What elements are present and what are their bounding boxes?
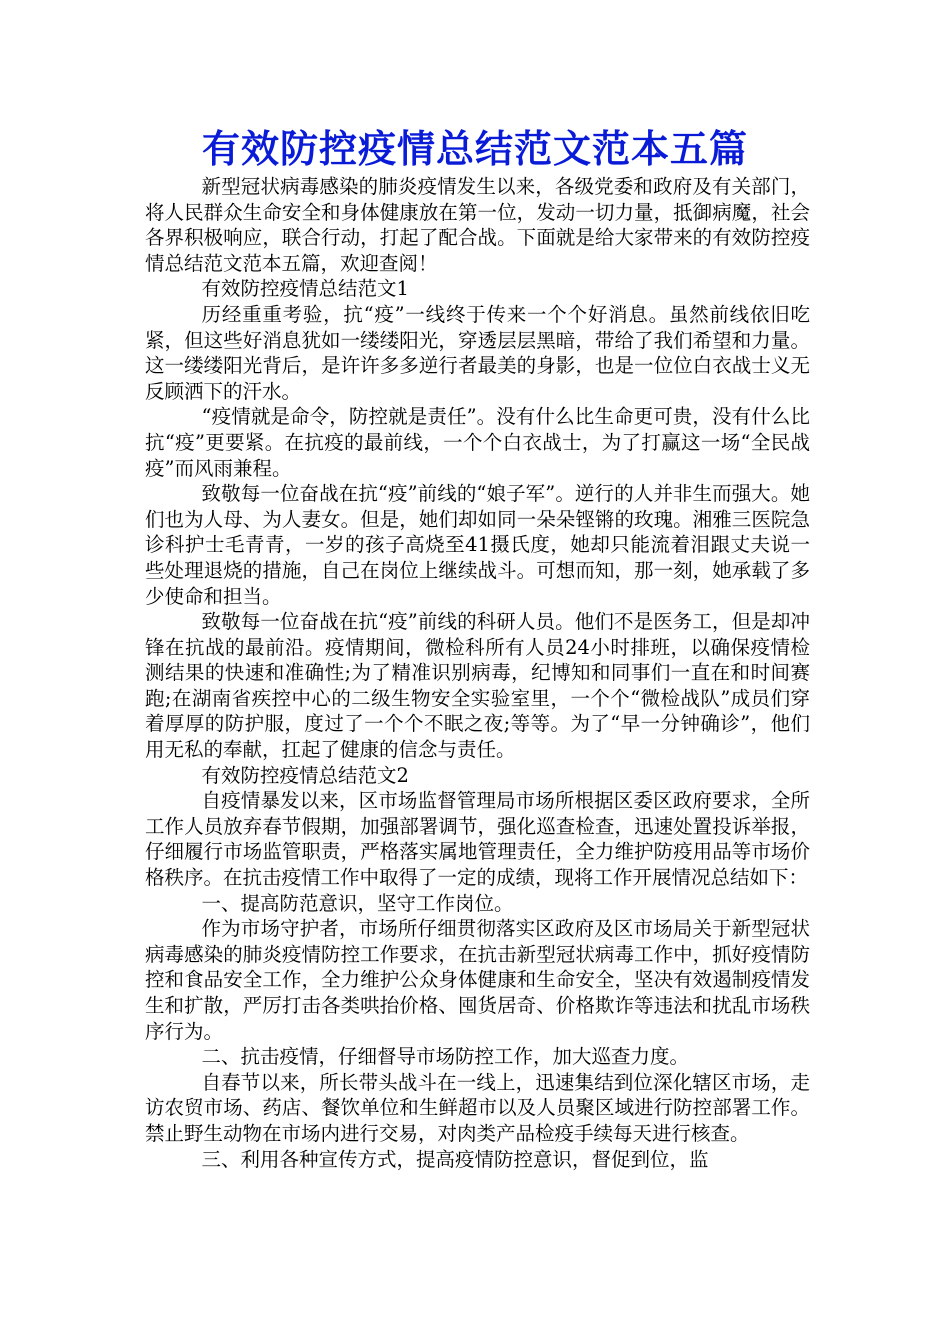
- intro-paragraph: 新型冠状病毒感染的肺炎疫情发生以来，各级党委和政府及有关部门，将人民群众生命安全和身体健康放在第一位，发动一切力量，抵御病魔，社会各界积极响应，联合行动，打起了配合战。下面就是给大家带来的有效防控疫情总结范文范本五篇，欢迎查阅！: [145, 175, 810, 275]
- body-paragraph: 自春节以来，所长带头战斗在一线上，迅速集结到位深化辖区市场，走访农贸市场、药店、餐饮单位和生鲜超市以及人员聚区域进行防控部署工作。禁止野生动物在市场内进行交易，对肉类产品检疫手续每天进行核查。: [145, 1070, 810, 1145]
- document-title: 有效防控疫情总结范文范本五篇: [201, 126, 748, 171]
- subheading: 二、抗击疫情，仔细督导市场防控工作，加大巡查力度。: [201, 1045, 690, 1069]
- document-body: [145, 174, 810, 1172]
- subheading: 一、提高防范意识，坚守工作岗位。: [201, 891, 514, 915]
- body-paragraph: 作为市场守护者，市场所仔细贯彻落实区政府及区市场局关于新型冠状病毒感染的肺炎疫情防控工作要求，在抗击新型冠状病毒工作中，抓好疫情防控和食品安全工作，全力维护公众身体健康和生命安全，坚决有效遏制疫情发生和扩散，严厉打击各类哄抬价格、囤货居奇、价格欺诈等违法和扰乱市场秩序行为。: [145, 917, 810, 1043]
- body-paragraph: 致敬每一位奋战在抗“疫”前线的“娘子军”。逆行的人并非生而强大。她们也为人母、为人妻女。但是，她们却如同一朵朵铿锵的玫瑰。湘雅三医院急诊科护士毛青青，一岁的孩子高烧至41摄氏度，她却只能流着泪跟丈夫说一些处理退烧的措施，自己在岗位上继续战斗。可想而知，那一刻，她承载了多少使命和担当。: [145, 482, 810, 608]
- body-paragraph: “疫情就是命令，防控就是责任”。没有什么比生命更可贵，没有什么比抗“疫”更要紧。在抗疫的最前线，一个个白衣战士，为了打赢这一场“全民战疫”而风雨兼程。: [145, 405, 810, 480]
- body-paragraph: 致敬每一位奋战在抗“疫”前线的科研人员。他们不是医务工，但是却冲锋在抗战的最前沿。疫情期间，微检科所有人员24小时排班，以确保疫情检测结果的快速和准确性;为了精准识别病毒，纪博知和同事们一直在和时间赛跑;在湖南省疾控中心的二级生物安全实验室里，一个个“微检战队”成员们穿着厚厚的防护服，度过了一个个不眠之夜;等等。为了“早一分钟确诊”，他们用无私的奉献，扛起了健康的信念与责任。: [145, 610, 810, 762]
- body-paragraph: 历经重重考验，抗“疫”一线终于传来一个个好消息。虽然前线依旧吃紧，但这些好消息犹如一缕缕阳光，穿透层层黑暗，带给了我们希望和力量。这一缕缕阳光背后，是许许多多逆行者最美的身影，也是一位位白衣战士义无反顾洒下的汗水。: [145, 302, 810, 403]
- section-heading-2: 有效防控疫情总结范文2: [201, 763, 409, 787]
- subheading: 三、利用各种宣传方式，提高疫情防控意识，督促到位，监: [201, 1147, 709, 1171]
- section-heading-1: 有效防控疫情总结范文1: [201, 277, 409, 301]
- body-paragraph: 自疫情暴发以来，区市场监督管理局市场所根据区委区政府要求，全所工作人员放弃春节假期，加强部署调节，强化巡查检查，迅速处置投诉举报，仔细履行市场监管职责，严格落实属地管理责任，全力维护防疫用品等市场价格秩序。在抗击疫情工作中取得了一定的成绩，现将工作开展情况总结如下：: [145, 789, 810, 890]
